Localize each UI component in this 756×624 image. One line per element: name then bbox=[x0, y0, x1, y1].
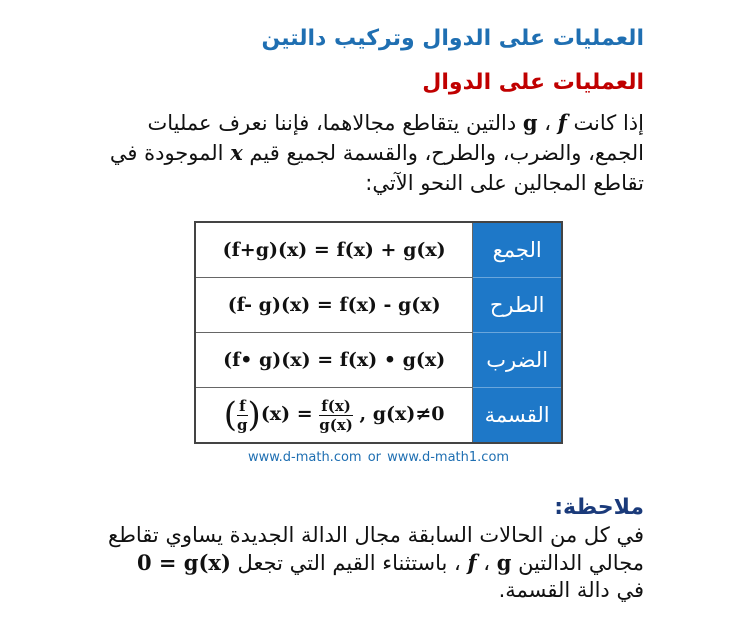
table-row-sum bbox=[195, 222, 562, 278]
note-text-3: في دالة القسمة. bbox=[498, 578, 644, 602]
rhs-denominator: g(x) bbox=[319, 415, 353, 434]
op-name-divide: القسمة bbox=[473, 388, 562, 444]
note-text-1: في كل من الحالات السابقة مجال الدالة الجديدة يساوي تقاطع مجالي الدالتين bbox=[108, 523, 644, 575]
fraction-f-over-g bbox=[237, 397, 248, 434]
close-paren: ) bbox=[247, 395, 261, 435]
op-name-sum: الجمع bbox=[473, 222, 562, 278]
intro-f: f bbox=[557, 110, 567, 135]
note-equation: 0 = g(x) bbox=[136, 550, 231, 575]
source-websites[interactable]: www.d-math.com or www.d-math1.com bbox=[247, 450, 510, 465]
op-name-multiply: الضرب bbox=[473, 333, 562, 388]
frac-denominator: g bbox=[237, 415, 248, 434]
op-name-subtract: الطرح bbox=[473, 278, 562, 333]
intro-sep: ، bbox=[537, 111, 558, 135]
table-row-subtract bbox=[195, 278, 562, 333]
formula-divide bbox=[195, 388, 473, 444]
frac-numerator: f bbox=[239, 396, 246, 415]
intro-g: g bbox=[522, 110, 538, 135]
table-row-multiply bbox=[195, 333, 562, 388]
note-label: ملاحظة: bbox=[554, 495, 644, 520]
note-sep: ، bbox=[476, 551, 497, 575]
intro-text-3: الموجودة في تقاطع المجالين على النحو الآتي: bbox=[109, 141, 644, 195]
rhs-numerator: f(x) bbox=[321, 396, 351, 415]
open-paren: ( bbox=[223, 395, 238, 435]
intro-paragraph bbox=[104, 108, 644, 198]
note-body bbox=[104, 522, 644, 604]
table-row-divide bbox=[195, 388, 562, 444]
intro-x: x bbox=[230, 140, 243, 165]
note-text-2: ، باستثناء القيم التي تجعل bbox=[230, 551, 468, 575]
note-g: g bbox=[496, 550, 512, 575]
formula-divide-mid: (x) = bbox=[260, 403, 320, 425]
section-title: العمليات على الدوال bbox=[422, 70, 644, 95]
operations-table bbox=[194, 221, 563, 444]
formula-sum: (f+g)(x) = f(x) + g(x) bbox=[195, 222, 473, 278]
note-f: f bbox=[467, 550, 477, 575]
fraction-rhs bbox=[319, 397, 353, 434]
division-condition: , g(x)≠0 bbox=[352, 403, 445, 425]
intro-text-1: إذا كانت bbox=[566, 111, 644, 135]
formula-subtract: (f- g)(x) = f(x) - g(x) bbox=[195, 278, 473, 333]
main-title: العمليات على الدوال وتركيب دالتين bbox=[261, 26, 644, 51]
intro-text-2: دالتين يتقاطع مجالاهما، فإننا نعرف عمليات الجمع، والضرب، والطرح، والقسمة لجميع قيم bbox=[147, 111, 644, 165]
formula-multiply: (f• g)(x) = f(x) • g(x) bbox=[195, 333, 473, 388]
